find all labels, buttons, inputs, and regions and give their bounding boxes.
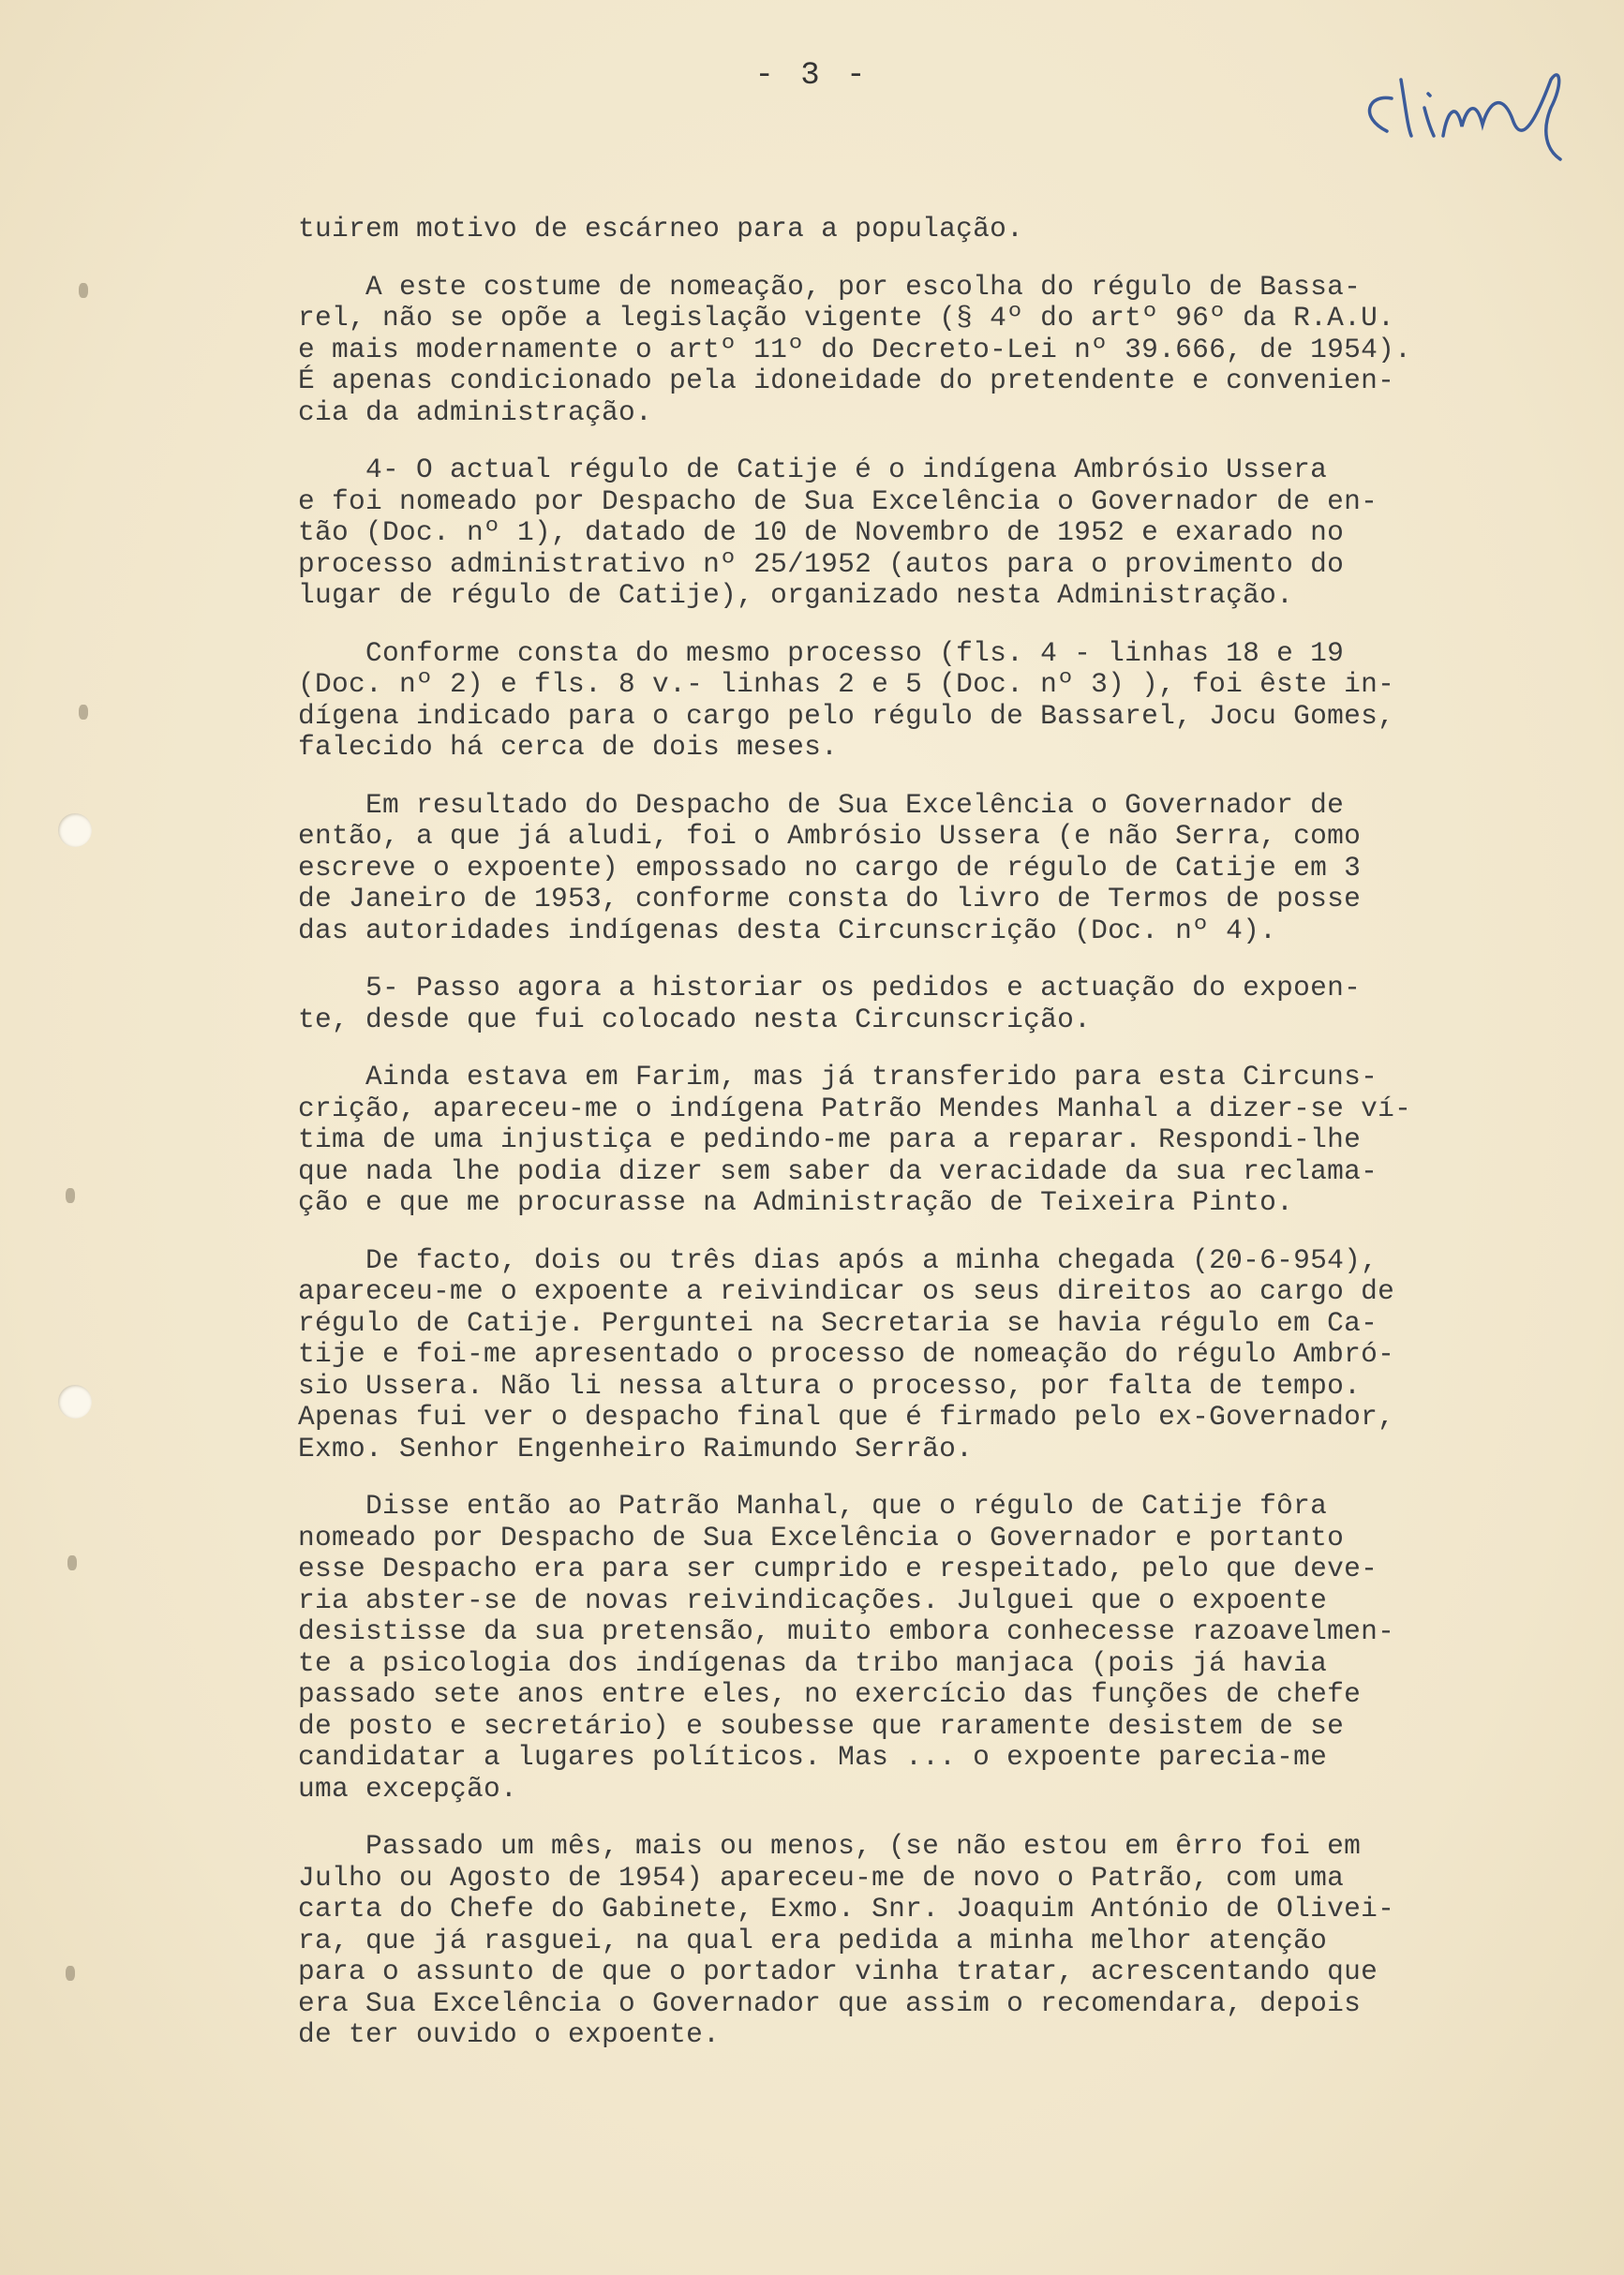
text-line: De facto, dois ou três dias após a minha chegada (20-6-954), [298,1243,1378,1276]
text-line: crição, apareceu-me o indígena Patrão Mendes Manhal a dizer-se ví- [298,1092,1412,1124]
margin-mark [66,1188,75,1203]
punch-hole [58,1385,92,1419]
paragraph-gap [298,428,1516,454]
text-line: e foi nomeado por Despacho de Sua Excelência o Governador de en- [298,484,1378,517]
text-line: lugar de régulo de Catije), organizado nesta Administração. [298,579,1294,611]
paragraph [298,1491,1516,1805]
text-line: ção e que me procurasse na Administração de Teixeira Pinto. [298,1186,1294,1218]
page-number: - 3 - [754,58,870,94]
paragraph [298,1245,1516,1465]
paragraph [298,973,1516,1035]
handwritten-signature [1349,42,1593,183]
text-line: para o assunto de que o portador vinha tratar, acrescentando que [298,1955,1378,1987]
text-line: Exmo. Senhor Engenheiro Raimundo Serrão. [298,1432,974,1465]
text-line: escreve o expoente) empossado no cargo de régulo de Catije em 3 [298,851,1362,884]
text-line: Passado um mês, mais ou menos, (se não estou em êrro foi em [298,1830,1362,1862]
text-line: esse Despacho era para ser cumprido e respeitado, pelo que deve- [298,1553,1378,1584]
text-line: falecido há cerca de dois meses. [298,731,839,763]
punch-hole [58,813,92,847]
text-line: régulo de Catije. Perguntei na Secretaria se havia régulo em Ca- [298,1306,1378,1339]
text-line: carta do Chefe do Gabinete, Exmo. Snr. Joaquim António de Olivei- [298,1893,1395,1925]
text-line: Disse então ao Patrão Manhal, que o régulo de Catije fôra [298,1490,1328,1522]
text-line: desistisse da sua pretensão, muito embora conhecesse razoavelmen- [298,1615,1395,1647]
margin-mark [66,1966,75,1981]
text-line: Apenas fui ver o despacho final que é firmado pelo ex-Governador, [298,1401,1395,1433]
text-line: então, a que já aludi, foi o Ambrósio Ussera (e não Serra, como [298,820,1362,852]
text-line: ria abster-se de novas reivindicações. Julguei que o expoente [298,1584,1328,1616]
paragraph-gap [298,1805,1516,1831]
text-line: Julho ou Agosto de 1954) apareceu-me de novo o Patrão, com uma [298,1861,1345,1894]
text-line: É apenas condicionado pela idoneidade do pretendente e convenien- [298,364,1395,396]
text-line: Ainda estava em Farim, mas já transferido para esta Circuns- [298,1061,1378,1093]
text-line: cia da administração. [298,395,653,428]
paragraph-gap [298,764,1516,790]
text-line: tije e foi-me apresentado o processo de nomeação do régulo Ambró- [298,1338,1395,1370]
text-line: de posto e secretário) e soubesse que raramente desistem de se [298,1709,1345,1742]
text-line: uma excepção. [298,1772,518,1805]
text-line: Conforme consta do mesmo processo (fls. 4 - linhas 18 e 19 [298,636,1345,669]
margin-mark [67,1555,77,1570]
text-line: passado sete anos entre eles, no exercício das funções de chefe [298,1678,1362,1710]
text-line: e mais modernamente o artº 11º do Decreto-Lei nº 39.666, de 1954). [298,333,1412,365]
paragraph-gap [298,1035,1516,1062]
margin-mark [79,283,88,298]
text-line: tuirem motivo de escárneo para a população. [298,213,1024,245]
paragraph [298,272,1516,429]
paragraph-gap [298,1465,1516,1491]
paragraph-gap [298,245,1516,272]
paragraph [298,1831,1516,2051]
text-line: Em resultado do Despacho de Sua Excelência o Governador de [298,788,1345,821]
paragraph [298,214,1516,245]
text-line: de ter ouvido o expoente. [298,2018,721,2050]
text-line: rel, não se opõe a legislação vigente (§ 4º do artº 96º da R.A.U. [298,302,1395,334]
text-line: que nada lhe podia dizer sem saber da veracidade da sua reclama- [298,1154,1378,1187]
paragraph-gap [298,946,1516,973]
text-line: (Doc. nº 2) e fls. 8 v.- linhas 2 e 5 (Doc. nº 3) ), foi êste in- [298,668,1395,700]
text-line: te a psicologia dos indígenas da tribo manjaca (pois já havia [298,1646,1328,1679]
paragraph-gap [298,1219,1516,1245]
margin-mark [79,705,88,720]
text-line: 5- Passo agora a historiar os pedidos e actuação do expoen- [298,972,1362,1004]
paragraph [298,790,1516,947]
text-line: era Sua Excelência o Governador que assim o recomendara, depois [298,1986,1362,2019]
paragraph [298,638,1516,764]
text-line: das autoridades indígenas desta Circunscrição (Doc. nº 4). [298,914,1277,946]
text-line: de Janeiro de 1953, conforme consta do livro de Termos de posse [298,883,1362,914]
paragraph [298,454,1516,612]
text-line: ra, que já rasguei, na qual era pedida a minha melhor atenção [298,1924,1328,1956]
text-line: nomeado por Despacho de Sua Excelência o Governador e portanto [298,1521,1345,1554]
typed-text-body [298,214,1516,2051]
text-line: A este costume de nomeação, por escolha do régulo de Bassa- [298,270,1362,303]
text-line: tão (Doc. nº 1), datado de 10 de Novembro de 1952 e exarado no [298,516,1345,548]
text-line: dígena indicado para o cargo pelo régulo de Bassarel, Jocu Gomes, [298,699,1395,732]
paragraph-gap [298,612,1516,638]
text-line: processo administrativo nº 25/1952 (autos para o provimento do [298,547,1345,580]
text-line: tima de uma injustiça e pedindo-me para a reparar. Respondi-lhe [298,1123,1362,1155]
text-line: sio Ussera. Não li nessa altura o processo, por falta de tempo. [298,1369,1362,1402]
text-line: te, desde que fui colocado nesta Circunscrição. [298,1003,1092,1035]
text-line: apareceu-me o expoente a reivindicar os seus direitos ao cargo de [298,1275,1395,1307]
text-line: 4- O actual régulo de Catije é o indígena Ambrósio Ussera [298,454,1328,485]
paragraph [298,1062,1516,1219]
text-line: candidatar a lugares políticos. Mas ... o expoente parecia-me [298,1741,1328,1773]
